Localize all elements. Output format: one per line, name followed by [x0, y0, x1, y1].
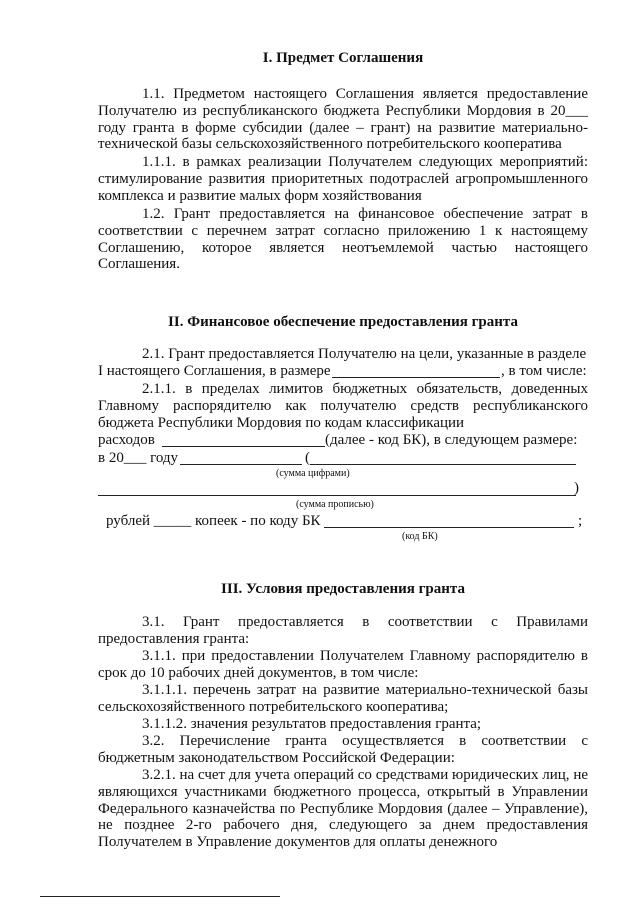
paragraph-1-1-1: 1.1.1. в рамках реализации Получателем следующих мероприятий: стимулирование развития приоритетных подотраслей агропромышленного комплекса и развитие малых форм хозяйствования — [98, 154, 588, 204]
sum-words-blank — [98, 495, 576, 496]
grant-amount-blank — [332, 377, 500, 378]
rub-line — [106, 513, 596, 530]
amount-label: I настоящего Соглашения, в размере — [98, 363, 331, 379]
section-2-title: II. Финансовое обеспечение предоставления гранта — [168, 314, 518, 330]
paragraph-1-2: 1.2. Грант предоставляется на финансовое обеспечение затрат в соответствии с перечнем затрат согласно приложению 1 к настоящему Соглашению, которое является неотъемлемой частью настоящего Соглашения. — [98, 206, 588, 273]
expenses-label: расходов — [98, 432, 155, 448]
paragraph-3-1: 3.1. Грант предоставляется в соответствии с Правилами предоставления гранта: — [98, 614, 588, 647]
year-line — [98, 450, 588, 467]
sum-digits-blank — [310, 464, 576, 465]
budget-code-blank — [162, 446, 325, 447]
expenses-line — [98, 432, 588, 449]
kbk-blank — [324, 527, 574, 528]
paragraph-1-1: 1.1. Предметом настоящего Соглашения является предоставление Получателю из республиканского бюджета Республики Мордовия в 20___ году гранта в форме субсидии (далее – грант) на развитие материально-технической базы сельскохозяйственного потребительского кооператива — [98, 86, 588, 153]
year-amount-blank — [180, 464, 302, 465]
caption-words: (сумма прописью) — [296, 499, 374, 510]
caption-digits: (сумма цифрами) — [276, 468, 350, 479]
budget-code-text: (далее - код БК), в следующем размере: — [325, 432, 578, 448]
close-paren: ) — [574, 480, 579, 496]
section-3-title: III. Условия предоставления гранта — [221, 581, 465, 597]
paragraph-3-1-1-2: 3.1.1.2. значения результатов предоставления гранта; — [142, 716, 482, 732]
paragraph-3-2-1: 3.2.1. на счет для учета операций со средствами юридических лиц, не являющихся участниками бюджетного процесса, открытый в Управлении Федерального казначейства по Республике Мордовия (далее – Управление), не позднее 2-го рабочего дня, следующего за днем предоставления Получателем в Управление документов для оплаты денежного — [98, 767, 588, 851]
including-text: , в том числе: — [501, 363, 587, 379]
footnote-separator — [40, 896, 280, 897]
paragraph-3-1-1-1: 3.1.1.1. перечень затрат на развитие материально-технической базы сельскохозяйственного потребительского кооператива; — [98, 682, 588, 715]
caption-kbk: (код БК) — [402, 531, 438, 542]
section-1-title: I. Предмет Соглашения — [262, 50, 424, 66]
rub-kop-text: рублей _____ копеек - по коду БК — [106, 513, 321, 529]
paragraph-2-1-line2 — [98, 363, 588, 380]
year-label: в 20___ году — [98, 450, 179, 466]
paragraph-3-2: 3.2. Перечисление гранта осуществляется в соответствии с бюджетным законодательством Российской Федерации: — [98, 733, 588, 766]
paragraph-2-1-1: 2.1.1. в пределах лимитов бюджетных обязательств, доведенных Главному распорядителю как получателю средств республиканского бюджета Республики Мордовия по кодам классификации — [98, 381, 588, 431]
paragraph-2-1-line1: 2.1. Грант предоставляется Получателю на цели, указанные в разделе — [142, 346, 587, 362]
paragraph-3-1-1: 3.1.1. при предоставлении Получателем Главному распорядителю в срок до 10 рабочих дней документов, в том числе: — [98, 648, 588, 681]
semicolon: ; — [578, 513, 583, 529]
open-paren: ( — [305, 450, 310, 466]
